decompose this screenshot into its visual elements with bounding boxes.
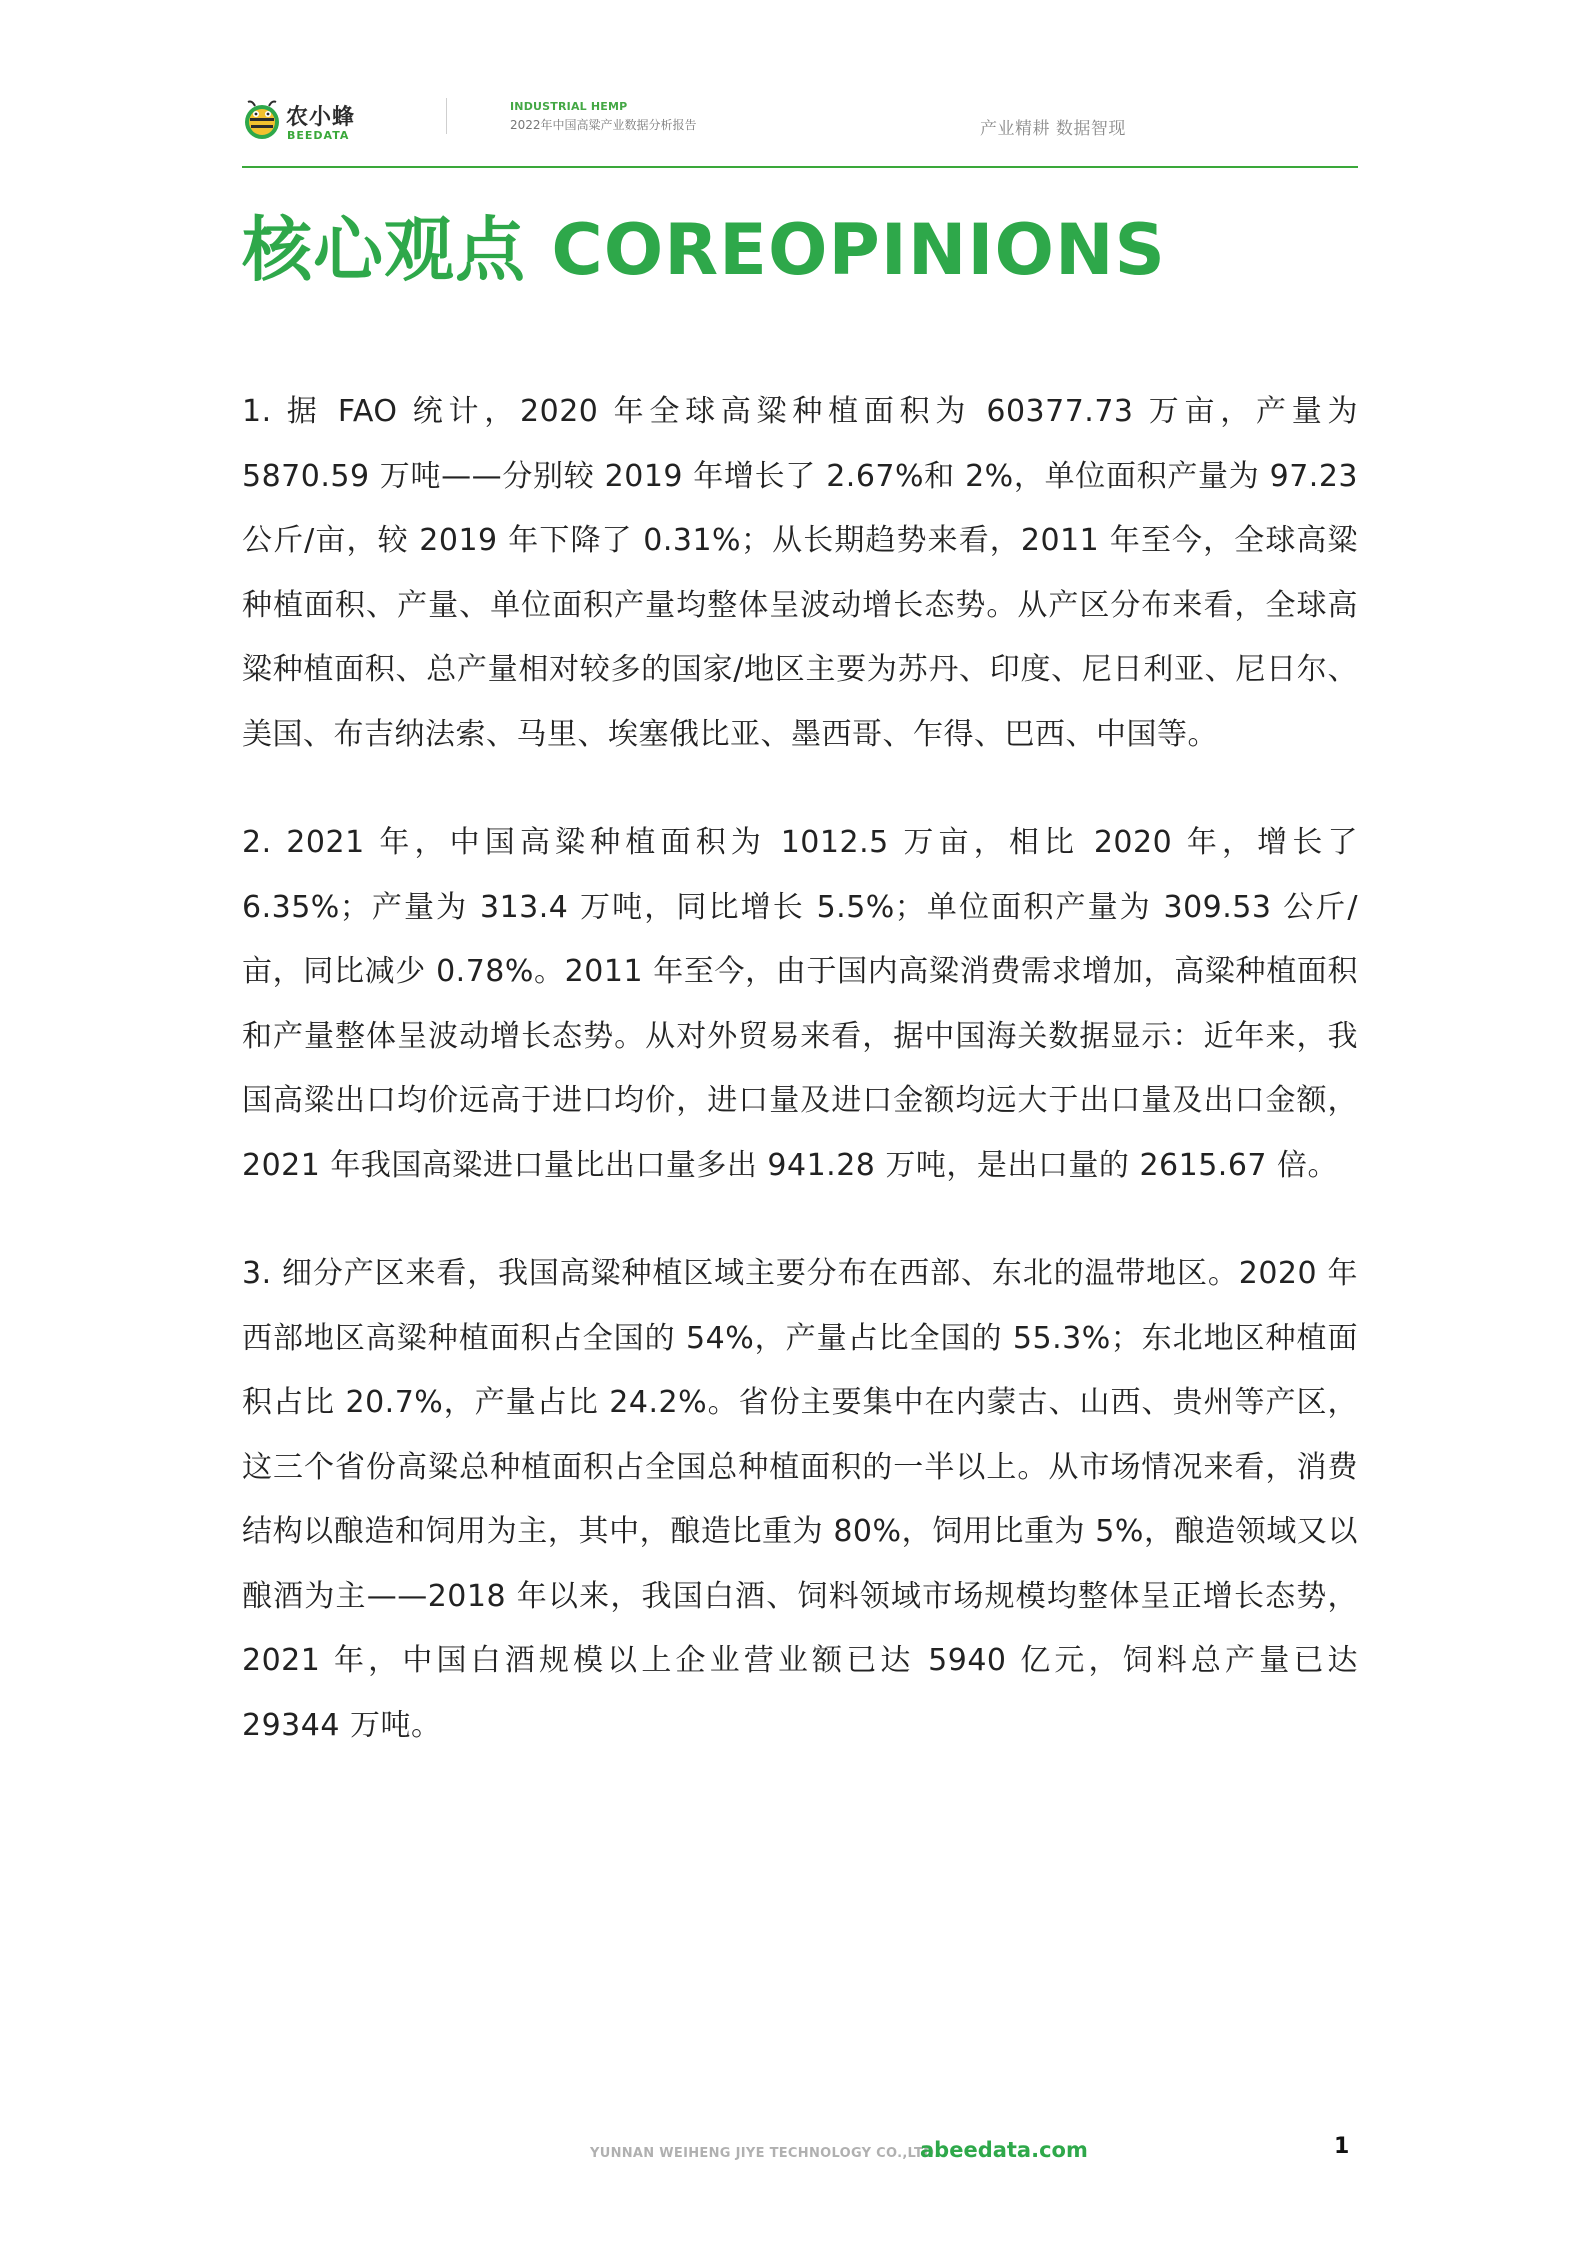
logo-english-name: BEEDATA [287,129,350,142]
opinion-paragraph-2: 2. 2021 年，中国高粱种植面积为 1012.5 万亩，相比 2020 年，增长了 6.35%；产量为 313.4 万吨，同比增长 5.5%；单位面积产量为 309.53 公斤/亩，同比减少 0.78%。2011 年至今，由于国内高粱消费需求增加，高粱种植面积和产量整体呈波动增长态势。从对外贸易来看，据中国海关数据显示：近年来，我国高粱出口均价远高于进口均价，进口量及进口金额均远大于出口量及出口金额，2021 年我国高粱进口量比出口量多出 941.28 万吨，是出口量的 2615.67 倍。 [242,825,1358,1183]
opinion-paragraph-1: 1. 据 FAO 统计，2020 年全球高粱种植面积为 60377.73 万亩，产量为 5870.59 万吨——分别较 2019 年增长了 2.67%和 2%，单位面积产量为 97.23 公斤/亩，较 2019 年下降了 0.31%；从长期趋势来看，2011 年至今，全球高粱种植面积、产量、单位面积产量均整体呈波动增长态势。从产区分布来看，全球高粱种植面积、总产量相对较多的国家/地区主要为苏丹、印度、尼日利亚、尼日尔、美国、布吉纳法索、马里、埃塞俄比亚、墨西哥、乍得、巴西、中国等。 [242,394,1358,752]
logo-chinese-name: 农小蜂 [286,105,356,130]
page-number: 1 [1334,2134,1350,2159]
footer-website-link[interactable]: abeedata.com [920,2138,1088,2162]
footer-company: YUNNAN WEIHENG JIYE TECHNOLOGY CO.,LTD. [590,2146,940,2161]
page-header [242,90,1358,168]
report-subtitle-en: INDUSTRIAL HEMP [510,100,628,113]
report-subtitle [510,100,697,133]
main-content [242,380,1358,1802]
page-title: 核心观点 COREOPINIONS [242,209,1166,291]
bee-icon [242,98,282,144]
opinion-paragraph-3: 3. 细分产区来看，我国高粱种植区域主要分布在西部、东北的温带地区。2020 年西部地区高粱种植面积占全国的 54%，产量占比全国的 55.3%；东北地区种植面积占比 20.7%，产量占比 24.2%。省份主要集中在内蒙古、山西、贵州等产区，这三个省份高粱总种植面积占全国总种植面积的一半以上。从市场情况来看，消费结构以酿造和饲用为主，其中，酿造比重为 80%，饲用比重为 5%，酿造领域又以酿酒为主——2018 年以来，我国白酒、饲料领域市场规模均整体呈正增长态势，2021 年，中国白酒规模以上企业营业额已达 5940 亿元，饲料总产量已达 29344 万吨。 [242,1256,1358,1743]
header-divider [446,98,447,134]
brand-logo [242,94,382,150]
header-rule [242,166,1358,168]
header-slogan: 产业精耕 数据智现 [980,119,1126,139]
report-subtitle-cn: 2022年中国高粱产业数据分析报告 [510,118,697,132]
page-footer [0,2134,1587,2174]
